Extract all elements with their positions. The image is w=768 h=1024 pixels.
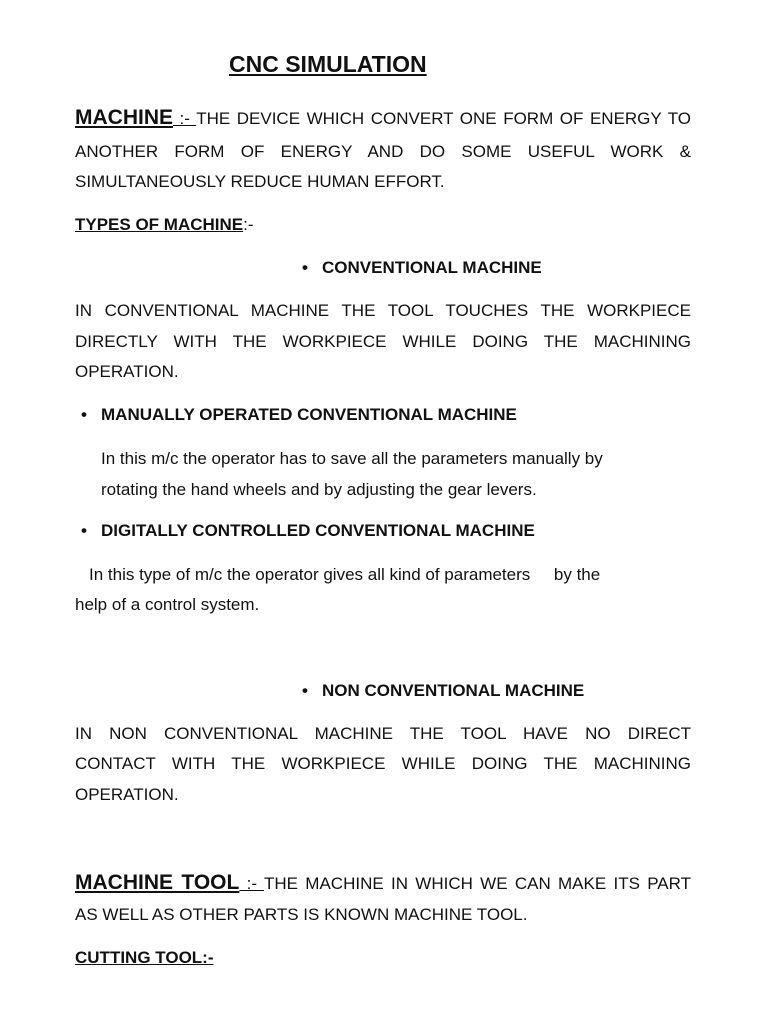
- bullet-icon: •: [302, 258, 308, 277]
- conventional-text-line-3: OPERATION.: [75, 362, 179, 381]
- conventional-heading: CONVENTIONAL MACHINE: [322, 258, 542, 277]
- page-title: CNC SIMULATION: [229, 51, 427, 77]
- nonconventional-text-line-2: CONTACT WITH THE WORKPIECE WHILE DOING THE MACHINING: [75, 754, 691, 773]
- manual-bullet-item: [81, 404, 517, 426]
- types-separator: :-: [243, 215, 254, 234]
- bullet-icon: •: [302, 681, 308, 700]
- types-heading: TYPES OF MACHINE: [75, 215, 244, 234]
- machine-tool-line-2: AS WELL AS OTHER PARTS IS KNOWN MACHINE TOOL.: [75, 905, 528, 924]
- nonconventional-text-line-1: IN NON CONVENTIONAL MACHINE THE TOOL HAVE NO DIRECT: [75, 724, 691, 743]
- digital-bullet-item: [81, 520, 535, 542]
- machine-tool-line-1: [75, 872, 691, 895]
- cutting-tool-heading: CUTTING TOOL:-: [75, 948, 214, 967]
- machine-tool-text-1: THE MACHINE IN WHICH WE CAN MAKE ITS PART: [264, 874, 691, 893]
- manual-text-line-2: rotating the hand wheels and by adjusting the gear levers.: [101, 480, 537, 499]
- machine-definition-line-1: [75, 107, 691, 130]
- digital-text-line-2: help of a control system.: [75, 595, 260, 614]
- nonconventional-heading: NON CONVENTIONAL MACHINE: [322, 681, 585, 700]
- machine-tool-heading: MACHINE TOOL: [75, 871, 240, 894]
- machine-heading: MACHINE: [75, 106, 173, 129]
- nonconventional-bullet-item: [302, 680, 584, 702]
- machine-definition-line-2: ANOTHER FORM OF ENERGY AND DO SOME USEFUL WORK &: [75, 142, 691, 161]
- conventional-text-line-2: DIRECTLY WITH THE WORKPIECE WHILE DOING THE MACHINING: [75, 332, 691, 351]
- digital-heading: DIGITALLY CONTROLLED CONVENTIONAL MACHINE: [101, 521, 535, 540]
- bullet-icon: •: [81, 521, 87, 540]
- types-heading-line: [75, 214, 254, 236]
- nonconventional-text-line-3: OPERATION.: [75, 785, 179, 804]
- bullet-icon: •: [81, 405, 87, 424]
- machine-text-1: THE DEVICE WHICH CONVERT ONE FORM OF ENERGY TO: [196, 109, 691, 128]
- digital-text-line-1: In this type of m/c the operator gives all kind of parameters by the: [89, 565, 601, 584]
- machine-definition-line-3: SIMULTANEOUSLY REDUCE HUMAN EFFORT.: [75, 172, 445, 191]
- conventional-bullet-item: [302, 257, 542, 279]
- manual-text-line-1: In this m/c the operator has to save all the parameters manually by: [101, 449, 603, 468]
- machine-tool-separator: :-: [239, 874, 265, 893]
- manual-heading: MANUALLY OPERATED CONVENTIONAL MACHINE: [101, 405, 517, 424]
- machine-separator: :-: [173, 109, 197, 128]
- conventional-text-line-1: IN CONVENTIONAL MACHINE THE TOOL TOUCHES THE WORKPIECE: [75, 301, 691, 320]
